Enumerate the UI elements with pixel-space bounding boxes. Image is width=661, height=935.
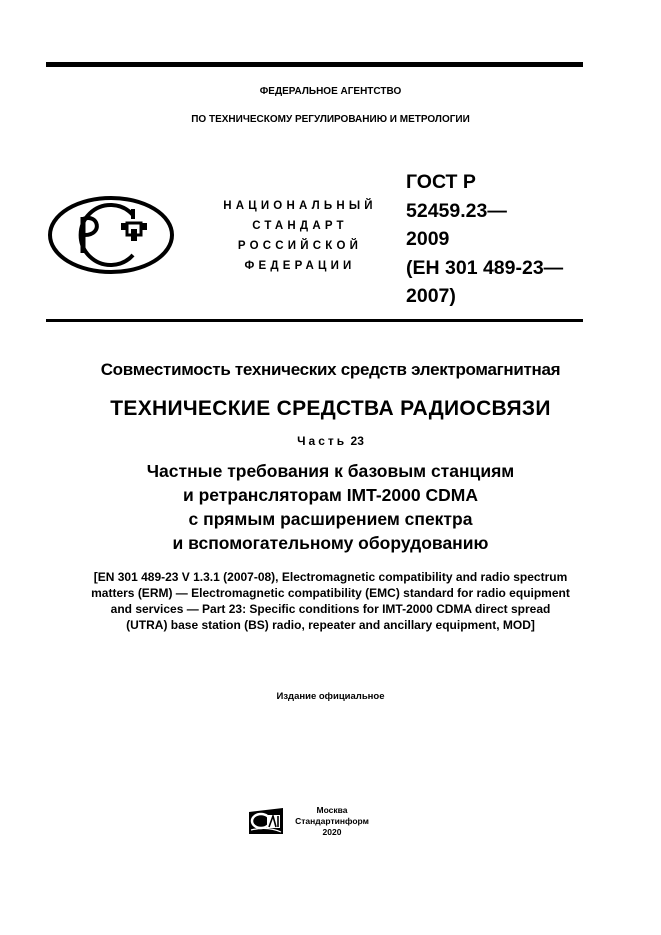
en-reference <box>30 569 631 633</box>
subtitle-line: и ретрансляторам IMT-2000 CDMA <box>183 485 478 505</box>
part-label <box>0 434 661 448</box>
subtitle-line: Частные требования к базовым станциям <box>146 461 515 481</box>
top-rule <box>46 62 583 67</box>
en-reference-line: and services — Part 23: Specific conditions for IMT-2000 CDMA direct spread <box>110 602 551 616</box>
national-standard-label <box>205 196 395 276</box>
rst-certification-logo-icon <box>47 195 182 275</box>
standartinform-logo-icon <box>247 806 287 836</box>
edition-label: Издание официальное <box>276 691 385 702</box>
en-reference-line: [EN 301 489-23 V 1.3.1 (2007-08), Electromagnetic compatibility and radio spectrum <box>93 570 568 584</box>
national-standard-line2: СТАНДАРТ <box>252 220 348 232</box>
publisher-city: Москва <box>316 805 348 815</box>
designation-line3: 2009 <box>406 228 450 250</box>
publisher-name: Стандартинформ <box>295 816 369 826</box>
subtitle-line: с прямым расширением спектра <box>188 509 473 529</box>
part-word: Часть <box>297 434 348 448</box>
designation-line1: ГОСТ Р <box>406 171 476 193</box>
part-number: 23 <box>350 434 364 448</box>
agency-name-line2: ПО ТЕХНИЧЕСКОМУ РЕГУЛИРОВАНИЮ И МЕТРОЛОГИИ <box>191 114 470 125</box>
en-reference-line: matters (ERM) — Electromagnetic compatibility (EMC) standard for radio equipment <box>91 586 570 600</box>
national-standard-line3: РОССИЙСКОЙ <box>237 240 363 252</box>
national-standard-line1: НАЦИОНАЛЬНЫЙ <box>223 200 377 212</box>
document-subject: ТЕХНИЧЕСКИЕ СРЕДСТВА РАДИОСВЯЗИ <box>110 397 551 420</box>
designation-line5: 2007) <box>406 285 456 307</box>
document-title: Совместимость технических средств электромагнитная <box>100 360 561 379</box>
designation-line2: 52459.23— <box>406 199 507 222</box>
en-reference-line: (UTRA) base station (BS) radio, repeater and ancillary equipment, MOD] <box>126 618 535 632</box>
subtitle-line: и вспомогательному оборудованию <box>172 533 489 553</box>
middle-rule <box>46 319 583 322</box>
designation-line4: (ЕН 301 489-23— <box>406 256 564 279</box>
publisher-year: 2020 <box>322 827 342 837</box>
document-subtitle <box>60 459 601 555</box>
publisher-info <box>292 805 372 838</box>
national-standard-line4: ФЕДЕРАЦИИ <box>244 260 356 272</box>
standard-designation <box>406 168 563 311</box>
agency-name-line1: ФЕДЕРАЛЬНОЕ АГЕНТСТВО <box>259 86 402 97</box>
